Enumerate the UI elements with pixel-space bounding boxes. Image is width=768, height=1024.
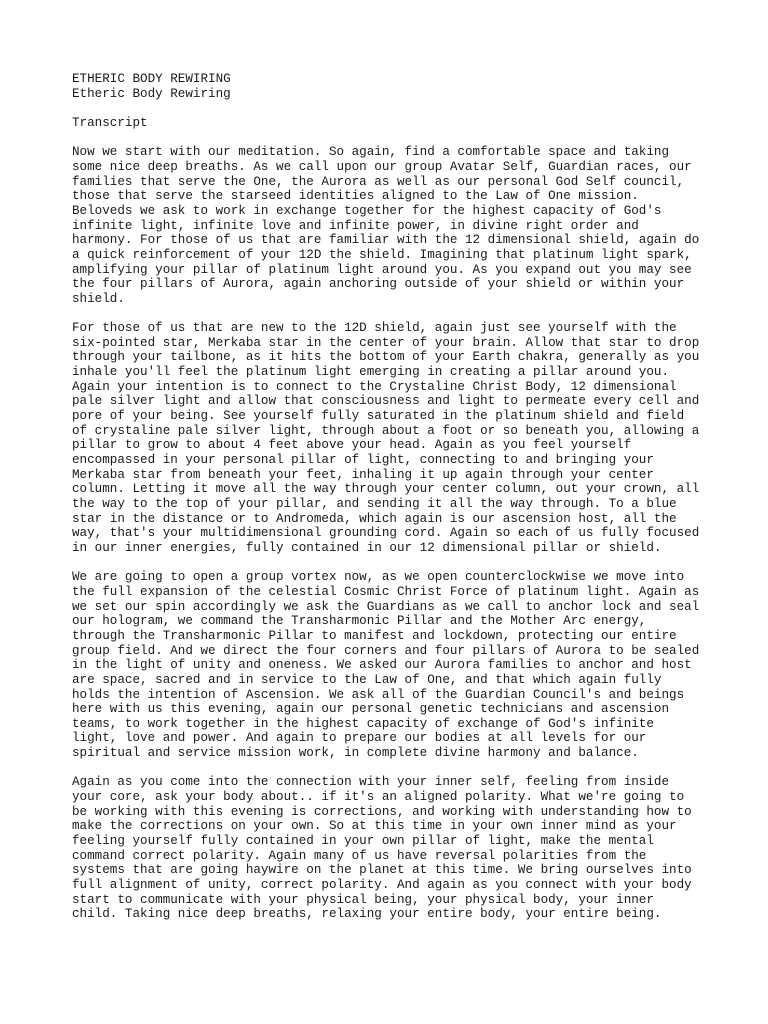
paragraph-line: Again as you come into the connection with your inner self, feeling from inside xyxy=(72,775,670,790)
paragraph-line: the four pillars of Aurora, again anchoring outside of your shield or within your xyxy=(72,277,685,292)
paragraph-line: of crystaline pale silver light, through about a foot or so beneath you, allowing a xyxy=(72,423,700,438)
paragraph-line: column. Letting it move all the way through your center column, out your crown, all xyxy=(72,482,700,497)
paragraph-line: the way to the top of your pillar, and sending it all the way through. To a blue xyxy=(72,496,677,511)
paragraph-line: inhale you'll feel the platinum light emerging in creating a pillar around you. xyxy=(72,365,670,380)
transcript-paragraph xyxy=(72,570,712,761)
paragraph-line: six-pointed star, Merkaba star in the center of your brain. Allow that star to drop xyxy=(72,335,700,350)
paragraph-line: We are going to open a group vortex now, as we open counterclockwise we move into xyxy=(72,570,685,585)
paragraph-line: shield. xyxy=(72,291,125,306)
paragraph-line: we set our spin accordingly we ask the Guardians as we call to anchor lock and seal xyxy=(72,599,700,614)
paragraph-line: feeling yourself fully contained in your own pillar of light, make the mental xyxy=(72,834,654,849)
paragraph-line: pale silver light and allow that consciousness and light to permeate every cell and xyxy=(72,394,700,409)
paragraph-line: a quick reinforcement of your 12D the shield. Imagining that platinum light spark, xyxy=(72,247,692,262)
paragraph-line: pillar to grow to about 4 feet above your head. Again as you feel yourself xyxy=(72,438,632,453)
paragraph-line: child. Taking nice deep breaths, relaxing your entire body, your entire being. xyxy=(72,907,662,922)
paragraph-line: Merkaba star from beneath your feet, inhaling it up again through your center xyxy=(72,467,654,482)
paragraph-line: harmony. For those of us that are familiar with the 12 dimensional shield, again do xyxy=(72,233,700,248)
spacer xyxy=(72,556,712,571)
paragraph-line: Beloveds we ask to work in exchange together for the highest capacity of God's xyxy=(72,203,662,218)
paragraph-line: amplifying your pillar of platinum light around you. As you expand out you may see xyxy=(72,262,692,277)
paragraph-line: here with us this evening, again our personal genetic technicians and ascension xyxy=(72,702,670,717)
spacer xyxy=(72,761,712,776)
paragraph-line: command correct polarity. Again many of us have reversal polarities from the xyxy=(72,848,647,863)
document-title: ETHERIC BODY REWIRING xyxy=(72,72,231,86)
paragraph-line: full alignment of unity, correct polarity. And again as you connect with your body xyxy=(72,878,692,893)
document-subtitle: Etheric Body Rewiring xyxy=(72,86,231,101)
paragraph-line: encompassed in your personal pillar of light, connecting to and bringing your xyxy=(72,453,654,468)
paragraph-line: way, that's your multidimensional grounding cord. Again so each of us fully focused xyxy=(72,526,700,541)
paragraph-line: infinite light, infinite love and infinite power, in divine right order and xyxy=(72,218,639,233)
paragraph-line: in our inner energies, fully contained in our 12 dimensional pillar or shield. xyxy=(72,540,662,555)
paragraph-line: teams, to work together in the highest capacity of exchange of God's infinite xyxy=(72,716,654,731)
document-page xyxy=(72,72,712,922)
spacer xyxy=(72,306,712,321)
paragraph-line: Again your intention is to connect to the Crystaline Christ Body, 12 dimensional xyxy=(72,379,677,394)
paragraph-line: through the Transharmonic Pillar to manifest and lockdown, protecting our entire xyxy=(72,628,677,643)
paragraph-line: our hologram, we command the Transharmonic Pillar and the Mother Arc energy, xyxy=(72,614,647,629)
transcript-paragraph xyxy=(72,775,712,922)
paragraph-line: the full expansion of the celestial Cosmic Christ Force of platinum light. Again as xyxy=(72,584,700,599)
paragraph-line: spiritual and service mission work, in complete divine harmony and balance. xyxy=(72,746,639,761)
paragraph-line: For those of us that are new to the 12D shield, again just see yourself with the xyxy=(72,321,677,336)
paragraph-line: are space, sacred and in service to the Law of One, and that which again fully xyxy=(72,672,662,687)
paragraph-line: through your tailbone, as it hits the bottom of your Earth chakra, generally as you xyxy=(72,350,700,365)
transcript-body xyxy=(72,145,712,922)
paragraph-line: in the light of unity and oneness. We asked our Aurora families to anchor and host xyxy=(72,658,692,673)
paragraph-line: those that serve the starseed identities aligned to the Law of One mission. xyxy=(72,189,639,204)
paragraph-line: star in the distance or to Andromeda, which again is our ascension host, all the xyxy=(72,511,677,526)
section-heading: Transcript xyxy=(72,115,148,130)
paragraph-line: systems that are going haywire on the planet at this time. We bring ourselves into xyxy=(72,863,692,878)
paragraph-line: start to communicate with your physical being, your physical body, your inner xyxy=(72,892,654,907)
paragraph-line: Now we start with our meditation. So again, find a comfortable space and taking xyxy=(72,145,670,160)
transcript-paragraph xyxy=(72,145,712,306)
paragraph-line: group field. And we direct the four corners and four pillars of Aurora to be sealed xyxy=(72,643,700,658)
transcript-paragraph xyxy=(72,321,712,556)
spacer xyxy=(72,131,712,146)
paragraph-line: be working with this evening is corrections, and working with understanding how to xyxy=(72,804,692,819)
paragraph-line: make the corrections on your own. So at this time in your own inner mind as your xyxy=(72,819,677,834)
paragraph-line: holds the intention of Ascension. We ask all of the Guardian Council's and beings xyxy=(72,687,685,702)
paragraph-line: some nice deep breaths. As we call upon our group Avatar Self, Guardian races, our xyxy=(72,159,692,174)
paragraph-line: families that serve the One, the Aurora as well as our personal God Self council, xyxy=(72,174,685,189)
paragraph-line: your core, ask your body about.. if it's an aligned polarity. What we're going to xyxy=(72,790,685,805)
spacer xyxy=(72,101,712,116)
paragraph-line: pore of your being. See yourself fully saturated in the platinum shield and field xyxy=(72,409,685,424)
paragraph-line: light, love and power. And again to prepare our bodies at all levels for our xyxy=(72,731,647,746)
